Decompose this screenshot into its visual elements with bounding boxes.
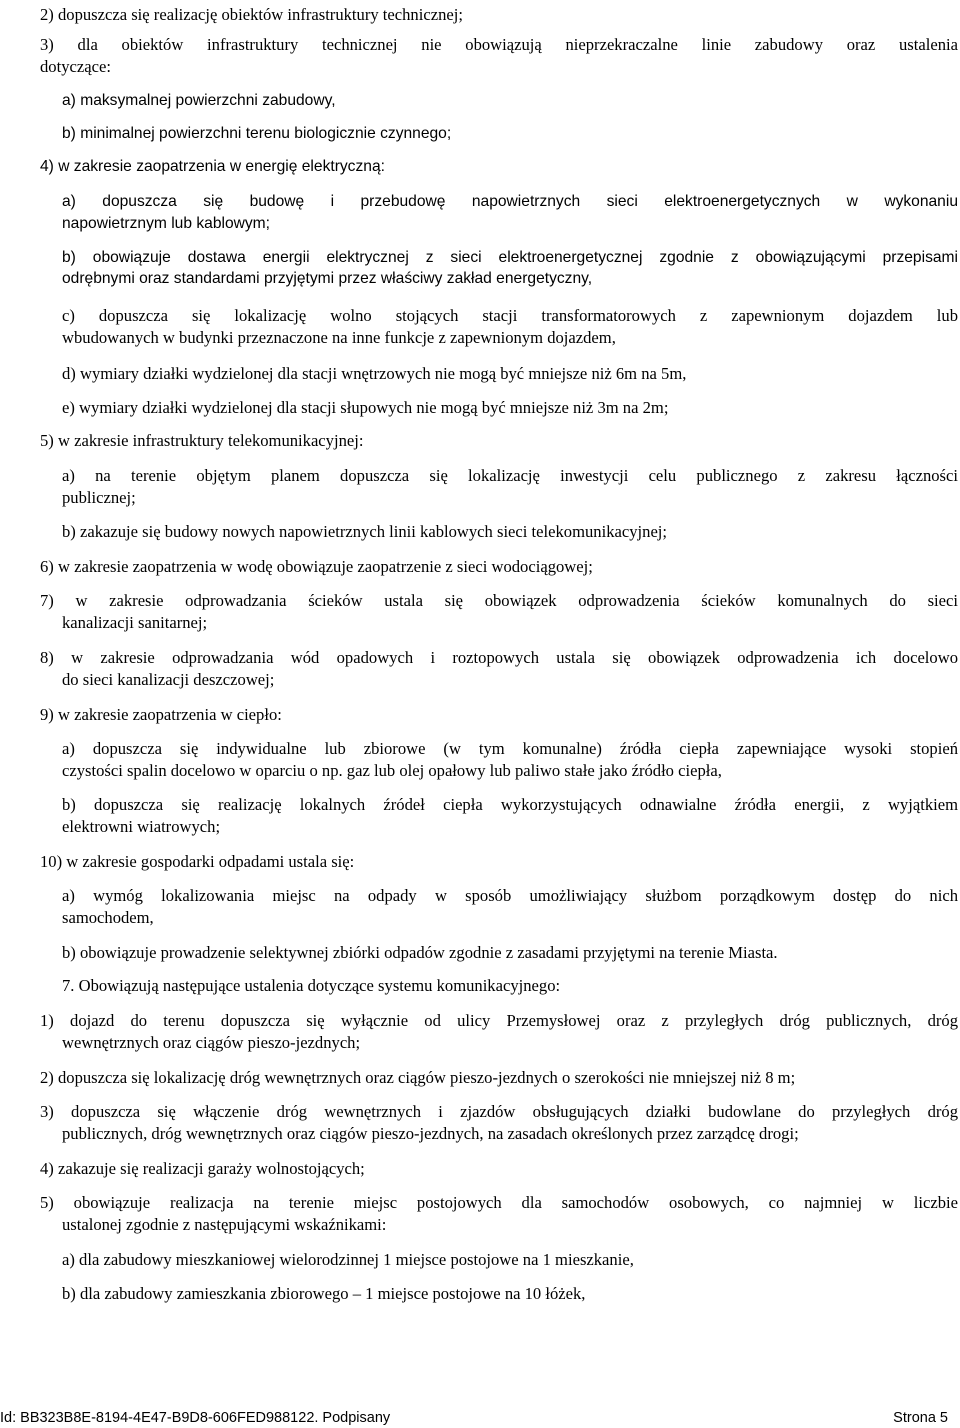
text-line: 1) dojazd do terenu dopuszcza się wyłącznie od ulicy Przemysłowej oraz z przyległych dróg publicznych, dróg bbox=[40, 1011, 958, 1030]
text-line: wbudowanych w budynki przeznaczone na inne funkcje z zapewnionym dojazdem, bbox=[62, 328, 616, 347]
text-line: 6) w zakresie zaopatrzenia w wodę obowiązuje zaopatrzenie z sieci wodociągowej; bbox=[40, 557, 593, 576]
section-heading: 7. Obowiązują następujące ustalenia dotyczące systemu komunikacyjnego: bbox=[62, 976, 561, 995]
text-line: b) minimalnej powierzchni terenu biologicznie czynnego; bbox=[62, 125, 452, 142]
text-line: do sieci kanalizacji deszczowej; bbox=[62, 670, 275, 689]
text-line: 5) obowiązuje realizacja na terenie miejsc postojowych dla samochodów osobowych, co najmniej w liczbie bbox=[40, 1193, 958, 1212]
text-line: elektrowni wiatrowych; bbox=[62, 817, 221, 836]
text-line: ustalonej zgodnie z następującymi wskaźnikami: bbox=[62, 1215, 387, 1234]
text-line: 5) w zakresie infrastruktury telekomunikacyjnej: bbox=[40, 431, 364, 450]
text-line: 4) zakazuje się realizacji garaży wolnostojących; bbox=[40, 1159, 365, 1178]
text-line: c) dopuszcza się lokalizację wolno stojących stacji transformatorowych z zapewnionym dojazdem lub bbox=[62, 306, 958, 325]
text-line: 2) dopuszcza się realizację obiektów infrastruktury technicznej; bbox=[40, 5, 463, 24]
text-line: publicznej; bbox=[62, 488, 136, 507]
text-line: a) dopuszcza się indywidualne lub zbiorowe (w tym komunalne) źródła ciepła zapewniające wysoki stopień bbox=[62, 739, 958, 758]
text-line: 7) w zakresie odprowadzania ścieków ustala się obowiązek odprowadzenia ścieków komunalnych do sieci bbox=[40, 591, 958, 610]
text-line: napowietrznym lub kablowym; bbox=[62, 215, 271, 232]
text-line: 3) dla obiektów infrastruktury technicznej nie obowiązują nieprzekraczalne linie zabudowy oraz ustalenia bbox=[40, 35, 958, 54]
text-line: 3) dopuszcza się włączenie dróg wewnętrznych i zjazdów obsługujących działki budowlane do przyległych dróg bbox=[40, 1102, 958, 1121]
text-line: czystości spalin docelowo w oparciu o np. gaz lub olej opałowy lub paliwo stałe jako źródło ciepła, bbox=[62, 761, 722, 780]
text-line: wewnętrznych oraz ciągów pieszo-jezdnych; bbox=[62, 1033, 361, 1052]
text-line: a) wymóg lokalizowania miejsc na odpady w sposób umożliwiający służbom porządkowym dostęp do nich bbox=[62, 886, 958, 905]
text-line: 8) w zakresie odprowadzania wód opadowych i roztopowych ustala się obowiązek odprowadzenia ich docelowo bbox=[40, 648, 958, 667]
text-line: b) obowiązuje dostawa energii elektrycznej z sieci elektroenergetycznej zgodnie z obowiązującymi przepisami bbox=[62, 249, 958, 266]
text-line: a) na terenie objętym planem dopuszcza się lokalizację inwestycji celu publicznego z zakresu łączności bbox=[62, 466, 958, 485]
text-line: b) obowiązuje prowadzenie selektywnej zbiórki odpadów zgodnie z zasadami przyjętymi na terenie Miasta. bbox=[62, 943, 778, 962]
text-line: a) dla zabudowy mieszkaniowej wielorodzinnej 1 miejsce postojowe na 1 mieszkanie, bbox=[62, 1250, 634, 1269]
text-line: b) zakazuje się budowy nowych napowietrznych linii kablowych sieci telekomunikacyjnej; bbox=[62, 522, 668, 541]
text-line: 4) w zakresie zaopatrzenia w energię elektryczną: bbox=[40, 158, 385, 175]
text-line: b) dla zabudowy zamieszkania zbiorowego – 1 miejsce postojowe na 10 łóżek, bbox=[62, 1284, 586, 1303]
text-line: kanalizacji sanitarnej; bbox=[62, 613, 208, 632]
text-line: 2) dopuszcza się lokalizację dróg wewnętrznych oraz ciągów pieszo-jezdnych o szerokości nie mniejszej niż 8 m; bbox=[40, 1068, 796, 1087]
text-line: d) wymiary działki wydzielonej dla stacji wnętrzowych nie mogą być mniejsze niż 6m na 5m, bbox=[62, 364, 687, 383]
text-line: b) dopuszcza się realizację lokalnych źródeł ciepła wykorzystujących odnawialne źródła energii, z wyjątkiem bbox=[62, 795, 958, 814]
text-line: dotyczące: bbox=[40, 57, 111, 76]
text-line: 9) w zakresie zaopatrzenia w ciepło: bbox=[40, 705, 282, 724]
text-line: odrębnymi oraz standardami przyjętymi przez właściwy zakład energetyczny, bbox=[62, 270, 593, 287]
text-line: a) maksymalnej powierzchni zabudowy, bbox=[62, 92, 336, 109]
text-line: publicznych, dróg wewnętrznych oraz ciągów pieszo-jezdnych, na zasadach określonych przez zarządcę drogi; bbox=[62, 1124, 799, 1143]
page-number: Strona 5 bbox=[893, 1410, 948, 1426]
text-line: samochodem, bbox=[62, 908, 154, 927]
text-line: a) dopuszcza się budowę i przebudowę napowietrznych sieci elektroenergetycznych w wykonaniu bbox=[62, 193, 958, 210]
text-line: 10) w zakresie gospodarki odpadami ustala się: bbox=[40, 852, 355, 871]
text-line: e) wymiary działki wydzielonej dla stacji słupowych nie mogą być mniejsze niż 3m na 2m; bbox=[62, 398, 669, 417]
document-id: Id: BB323B8E-8194-4E47-B9D8-606FED988122. Podpisany bbox=[0, 1410, 391, 1426]
